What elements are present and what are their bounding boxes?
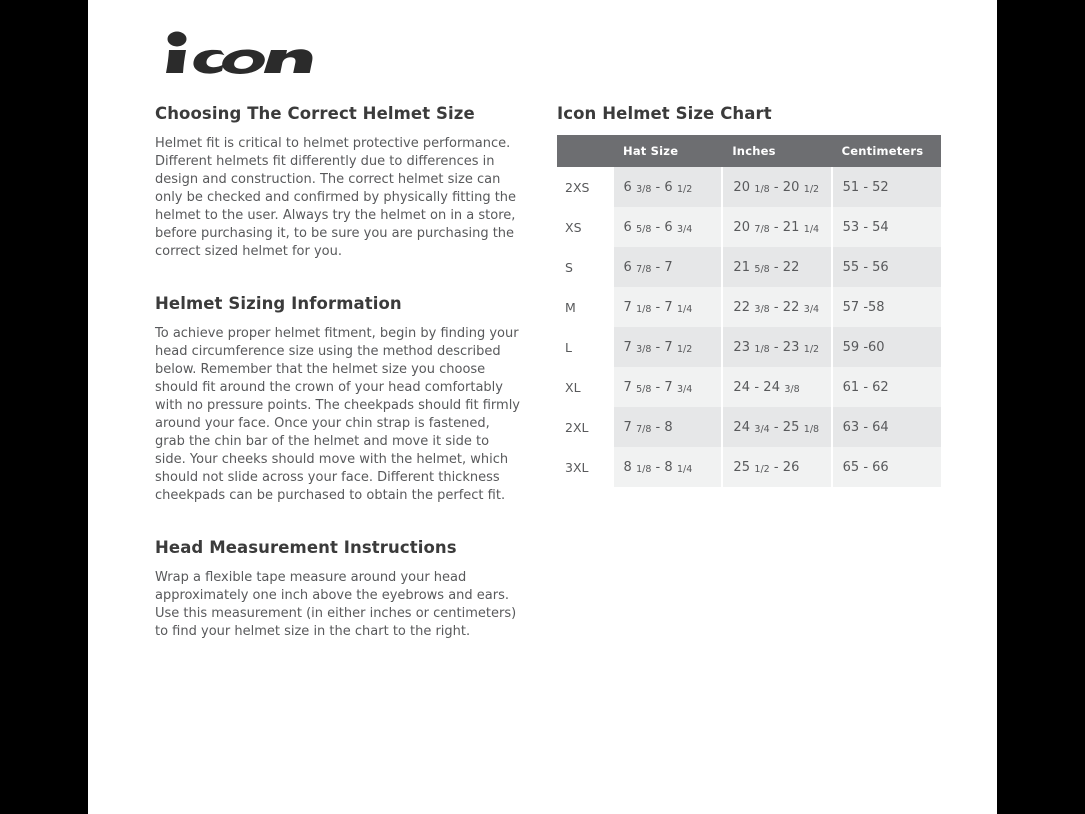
cell-centimeters: 63 - 64 [832,407,941,447]
table-row [557,367,941,407]
table-row [557,167,941,207]
size-chart-title: Icon Helmet Size Chart [557,104,772,123]
cell-centimeters: 65 - 66 [832,447,941,487]
section-body-choosing-size: Helmet fit is critical to helmet protective performance. Different helmets fit differently due to differences in design and construction. The correct helmet size can only be checked and confirmed by physically fitting the helmet to the user. Always try the helmet on in a store, before purchasing it, to be sure you are purchasing the correct sized helmet for you. [155,136,517,259]
cell-size-label: 3XL [557,447,613,487]
helmet-size-chart-table [557,135,941,487]
column-header-size [557,135,613,167]
cell-size-label: S [557,247,613,287]
table-row [557,447,941,487]
table-row [557,287,941,327]
cell-size-label: XL [557,367,613,407]
cell-hat-size: 7 3/8 - 7 1/2 [613,327,722,367]
cell-centimeters: 57 -58 [832,287,941,327]
cell-size-label: 2XS [557,167,613,207]
icon-logo [155,30,345,78]
cell-centimeters: 51 - 52 [832,167,941,207]
cell-inches: 24 - 24 3/8 [722,367,831,407]
section-title-choosing-size: Choosing The Correct Helmet Size [155,104,475,123]
cell-hat-size: 7 5/8 - 7 3/4 [613,367,722,407]
cell-inches: 20 1/8 - 20 1/2 [722,167,831,207]
cell-hat-size: 7 1/8 - 7 1/4 [613,287,722,327]
column-header-hat-size: Hat Size [613,135,722,167]
two-column-layout [155,104,955,641]
cell-hat-size: 8 1/8 - 8 1/4 [613,447,722,487]
table-row [557,327,941,367]
section-title-measurement-instructions: Head Measurement Instructions [155,538,457,557]
section-body-sizing-info: To achieve proper helmet fitment, begin by finding your head circumference size using the method described below. Remember that the helmet size you choose should fit around the crown of your head comfortably with no pressure points. The cheekpads should fit firmly around your face. Once your chin strap is fastened, grab the chin bar of the helmet and move it side to side. Your cheeks should move with the helmet, which should not slide across your face. Different thickness cheekpads can be purchased to obtain the perfect fit. [155,326,521,503]
cell-centimeters: 55 - 56 [832,247,941,287]
page-content [155,30,955,641]
cell-size-label: 2XL [557,407,613,447]
cell-centimeters: 61 - 62 [832,367,941,407]
table-header-row [557,135,941,167]
section-title-sizing-info: Helmet Sizing Information [155,294,402,313]
cell-inches: 23 1/8 - 23 1/2 [722,327,831,367]
cell-inches: 25 1/2 - 26 [722,447,831,487]
document-page [88,0,997,814]
column-header-inches: Inches [722,135,831,167]
table-body [557,167,941,487]
cell-hat-size: 6 5/8 - 6 3/4 [613,207,722,247]
cell-centimeters: 59 -60 [832,327,941,367]
cell-inches: 24 3/4 - 25 1/8 [722,407,831,447]
cell-inches: 22 3/8 - 22 3/4 [722,287,831,327]
cell-hat-size: 6 7/8 - 7 [613,247,722,287]
right-column [557,104,941,487]
cell-inches: 21 5/8 - 22 [722,247,831,287]
cell-size-label: M [557,287,613,327]
section-body-measurement-instructions: Wrap a flexible tape measure around your head approximately one inch above the eyebrows and ears. Use this measurement (in either inches or centimeters) to find your helmet size in the chart to the right. [155,570,517,639]
cell-size-label: XS [557,207,613,247]
table-row [557,207,941,247]
left-column [155,104,523,641]
table-row [557,247,941,287]
table-header [557,135,941,167]
cell-size-label: L [557,327,613,367]
cell-inches: 20 7/8 - 21 1/4 [722,207,831,247]
cell-centimeters: 53 - 54 [832,207,941,247]
table-row [557,407,941,447]
cell-hat-size: 7 7/8 - 8 [613,407,722,447]
column-header-centimeters: Centimeters [832,135,941,167]
cell-hat-size: 6 3/8 - 6 1/2 [613,167,722,207]
